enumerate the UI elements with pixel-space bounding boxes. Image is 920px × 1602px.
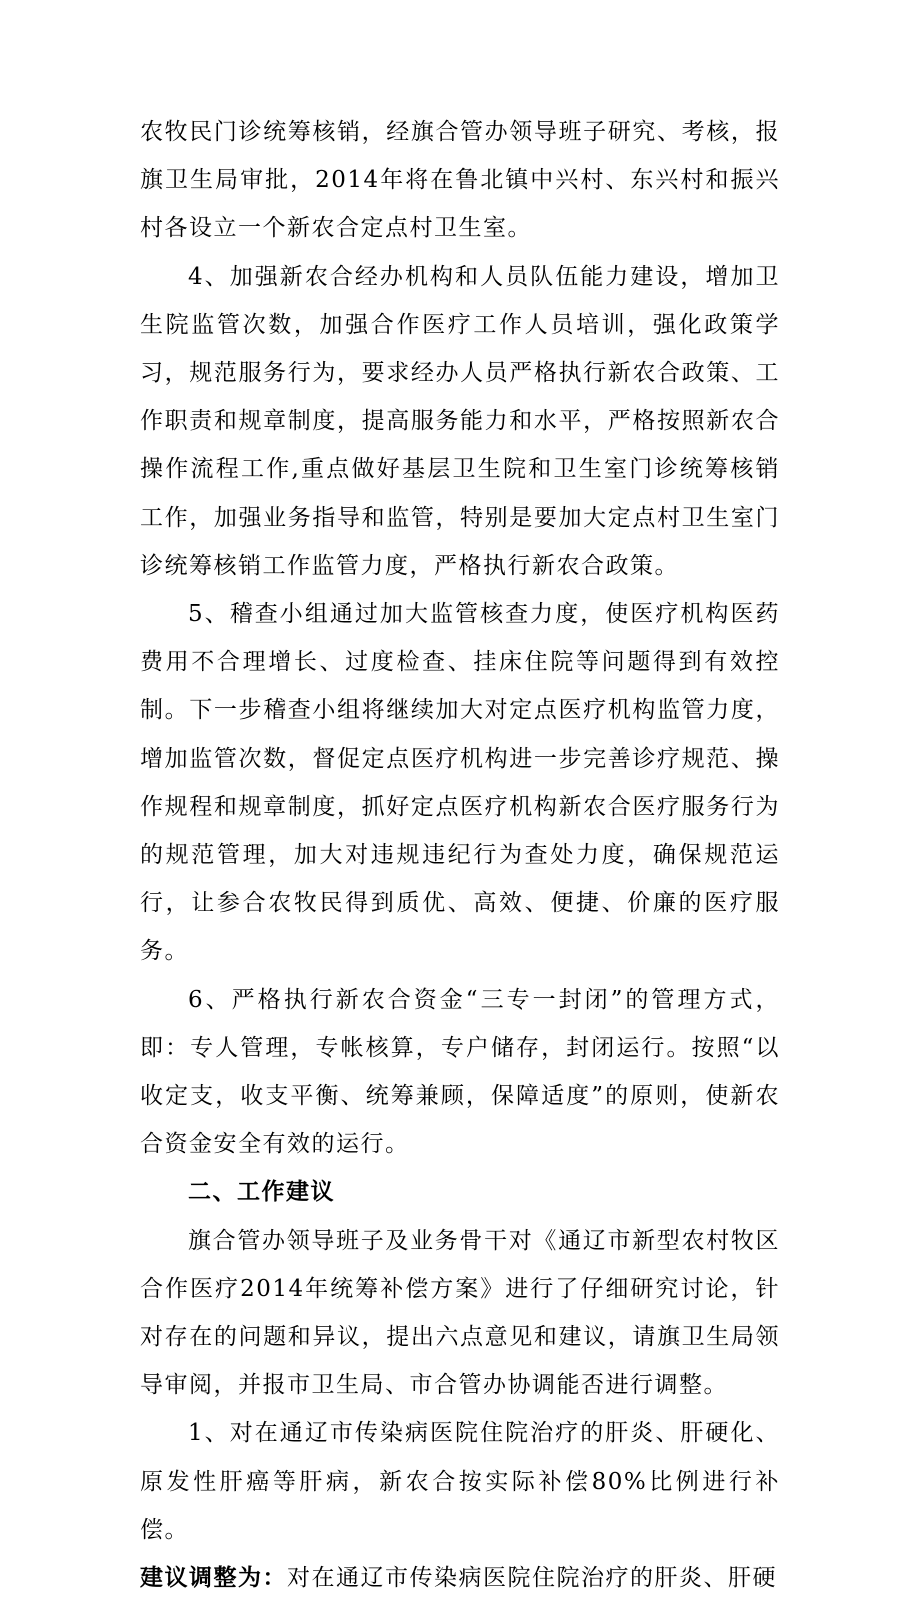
adjustment-text: 对在通辽市传染病医院住院治疗的肝炎、肝硬 — [287, 1565, 777, 1592]
paragraph-continuation: 农牧民门诊统筹核销，经旗合管办领导班子研究、考核，报旗卫生局审批，2014年将在鲁北镇中兴村、东兴村和振兴村各设立一个新农合定点村卫生室。 — [140, 119, 780, 242]
paragraph-item-4: 4、加强新农合经办机构和人员队伍能力建设，增加卫生院监管次数，加强合作医疗工作人员培训，强化政策学习，规范服务行为，要求经办人员严格执行新农合政策、工作职责和规章制度，提高服务能力和水平，严格按照新农合操作流程工作,重点做好基层卫生院和卫生室门诊统筹核销工作，加强业务指导和监管，特别是要加大定点村卫生室门诊统筹核销工作监管力度，严格执行新农合政策。 — [140, 263, 780, 579]
paragraph-suggestion-1: 1、对在通辽市传染病医院住院治疗的肝炎、肝硬化、原发性肝癌等肝病，新农合按实际补偿80%比例进行补偿。 — [140, 1420, 780, 1543]
paragraph-intro: 旗合管办领导班子及业务骨干对《通辽市新型农村牧区合作医疗2014年统筹补偿方案》进行了仔细研究讨论，针对存在的问题和异议，提出六点意见和建议，请旗卫生局领导审阅，并报市卫生局、市合管办协调能否进行调整。 — [140, 1227, 780, 1399]
document-page — [140, 108, 780, 1602]
paragraph-adjustment — [140, 1554, 780, 1602]
paragraph-item-6: 6、严格执行新农合资金“三专一封闭”的管理方式，即：专人管理，专帐核算，专户储存，封闭运行。按照“以收定支，收支平衡、统筹兼顾，保障适度”的原则，使新农合资金安全有效的运行。 — [140, 986, 780, 1158]
adjustment-label: 建议调整为： — [140, 1565, 287, 1592]
paragraph-item-5: 5、稽查小组通过加大监管核查力度，使医疗机构医药费用不合理增长、过度检查、挂床住院等问题得到有效控制。下一步稽查小组将继续加大对定点医疗机构监管力度，增加监管次数，督促定点医疗机构进一步完善诊疗规范、操作规程和规章制度，抓好定点医疗机构新农合医疗服务行为的规范管理，加大对违规违纪行为查处力度，确保规范运行，让参合农牧民得到质优、高效、便捷、价廉的医疗服务。 — [140, 601, 780, 965]
section-heading: 二、工作建议 — [188, 1179, 335, 1206]
